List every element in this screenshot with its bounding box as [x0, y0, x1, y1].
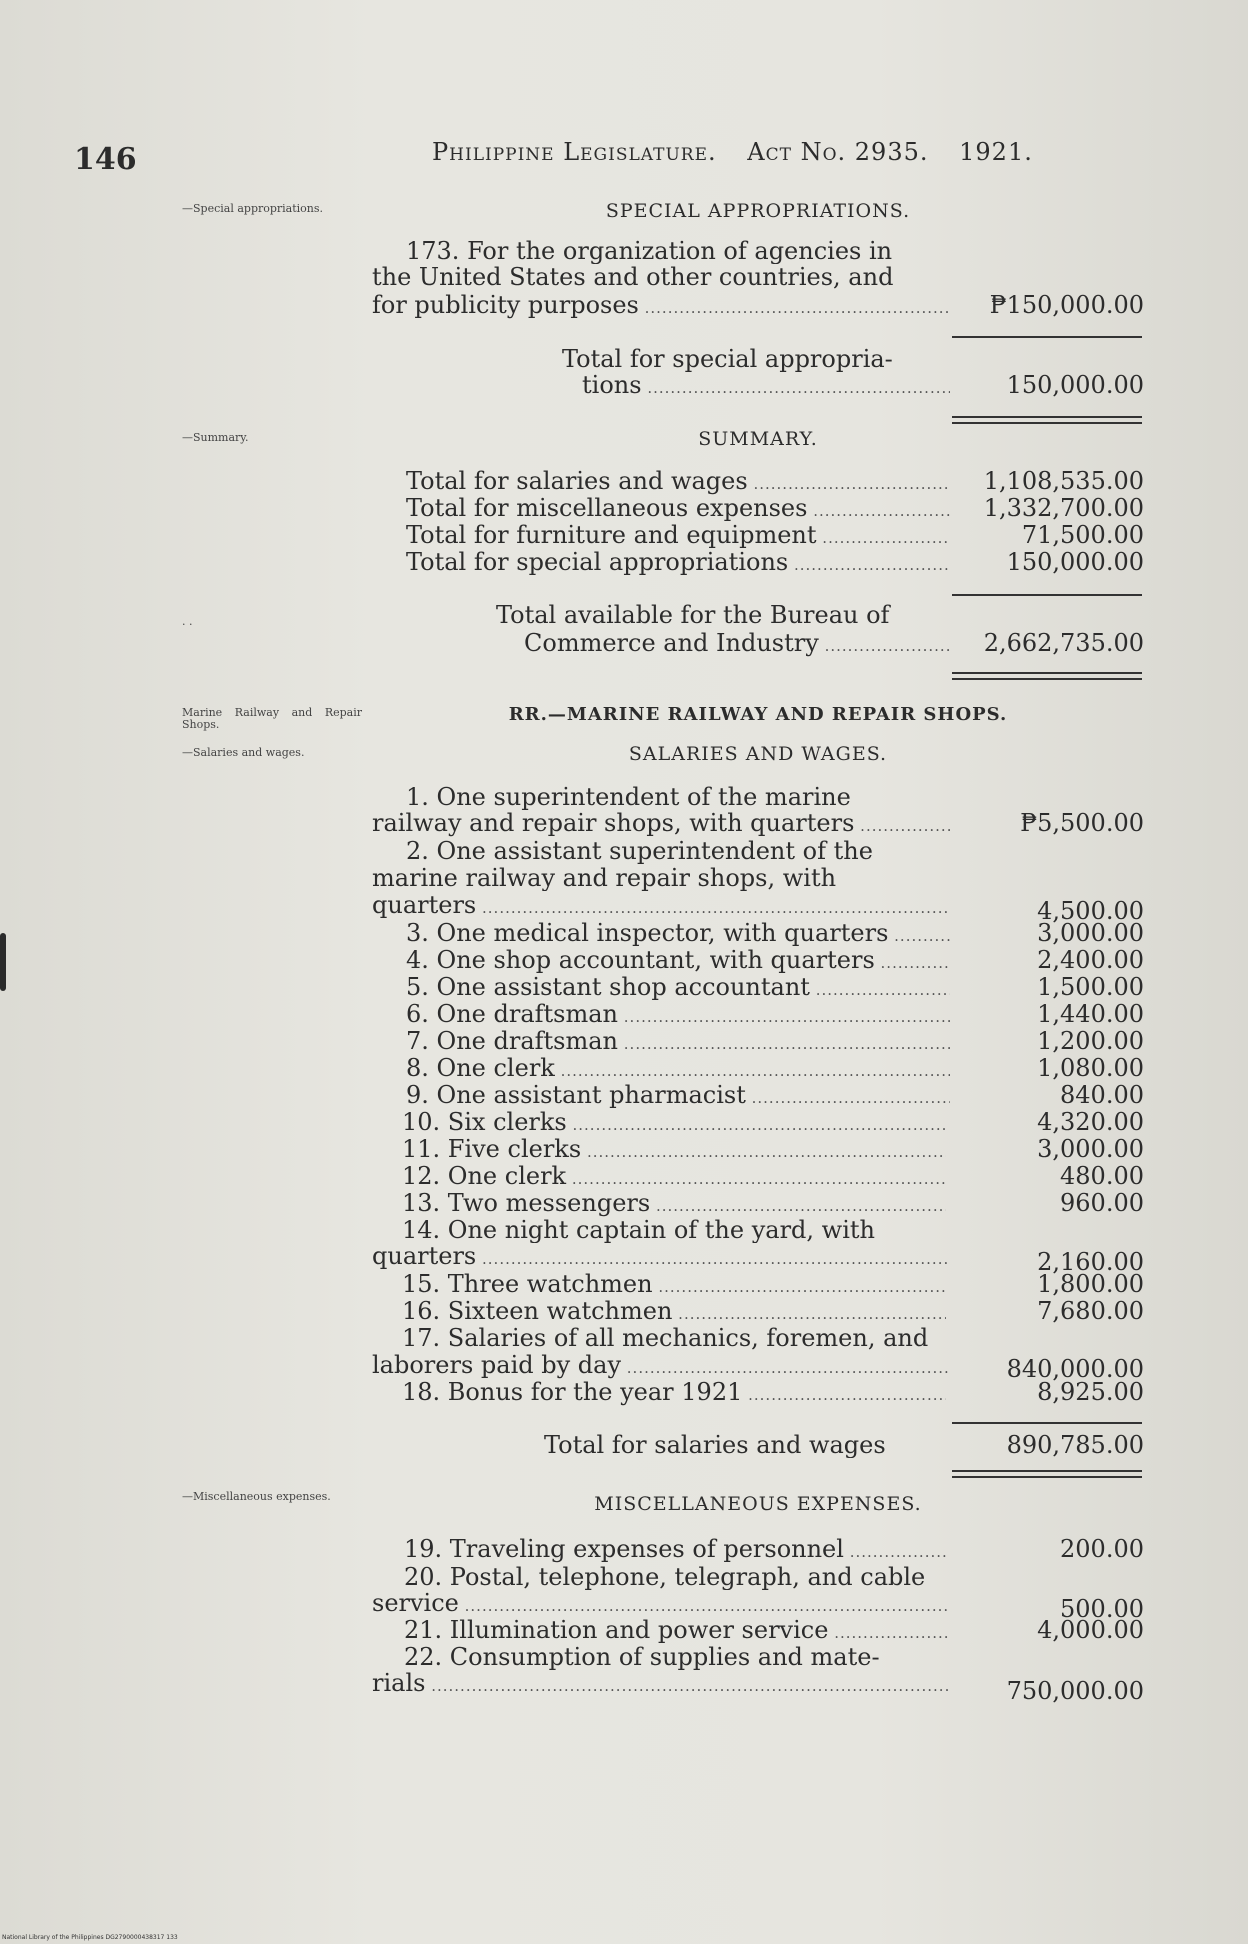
amount: 890,785.00 [1006, 1431, 1144, 1459]
margin-note-salaries: —Salaries and wages. [182, 746, 305, 759]
special-line: 173. For the organization of agencies in [406, 238, 893, 264]
amount: 500.00 [1060, 1595, 1144, 1623]
heading-salaries: SALARIES AND WAGES. [628, 743, 888, 765]
summary-row: Total for miscellaneous expenses ..... 1,332,700.00 [372, 495, 1144, 525]
amount: 2,400.00 [1037, 946, 1144, 974]
salary-line: 15. Three watchmen ..... 1,800.00 [372, 1271, 1144, 1301]
amount: 2,662,735.00 [983, 629, 1144, 657]
amount: 71,500.00 [1021, 521, 1144, 549]
amount: 2,160.00 [1037, 1248, 1144, 1276]
header-act: Act No. 2935. [747, 138, 929, 166]
amount: 480.00 [1060, 1162, 1144, 1190]
summary-row: Total for special appropriations ..... 150,000.00 [372, 549, 1144, 579]
rule [952, 594, 1142, 596]
amount: ₱5,500.00 [1020, 809, 1144, 837]
salary-line: 16. Sixteen watchmen ..... 7,680.00 [372, 1298, 1144, 1328]
header-legislature: Philippine Legislature. [432, 138, 717, 166]
misc-line: rials ..... 750,000.00 [372, 1670, 1144, 1700]
misc-line: 21. Illumination and power service ..... 4,000.00 [372, 1617, 1144, 1647]
salary-line: 8. One clerk ..... 1,080.00 [372, 1055, 1144, 1085]
amount: 3,000.00 [1037, 1135, 1144, 1163]
misc-line: service ..... 500.00 [372, 1590, 1144, 1620]
salary-line: 17. Salaries of all mechanics, foremen, and [402, 1325, 929, 1351]
salary-line: 6. One draftsman ..... 1,440.00 [372, 1001, 1144, 1031]
special-line: for publicity purposes ..... ₱150,000.00 [372, 292, 1144, 322]
amount: 750,000.00 [1006, 1677, 1144, 1705]
salary-line: 2. One assistant superintendent of the [406, 838, 873, 864]
header-year: 1921. [959, 138, 1033, 166]
double-rule [952, 1470, 1142, 1478]
amount: 1,440.00 [1037, 1000, 1144, 1028]
amount: 4,500.00 [1037, 897, 1144, 925]
salary-line: quarters ..... 4,500.00 [372, 892, 1144, 922]
salary-line: 3. One medical inspector, with quarters ..... 3,000.00 [372, 920, 1144, 950]
margin-note-summary: —Summary. [182, 431, 249, 444]
amount: 1,800.00 [1037, 1270, 1144, 1298]
amount: 7,680.00 [1037, 1297, 1144, 1325]
margin-note-dots: . . [182, 615, 193, 628]
amount: ₱150,000.00 [989, 291, 1144, 319]
salary-line: 1. One superintendent of the marine [406, 784, 851, 810]
salary-line: 12. One clerk ..... 480.00 [372, 1163, 1144, 1193]
heading-summary: SUMMARY. [698, 428, 818, 450]
salaries-total: Total for salaries and wages 890,785.00 [544, 1431, 1144, 1459]
amount: 8,925.00 [1037, 1378, 1144, 1406]
margin-note-special: —Special appropriations. [182, 202, 324, 215]
summary-total-line: Commerce and Industry ..... 2,662,735.00 [372, 630, 1144, 660]
salary-line: laborers paid by day ..... 840,000.00 [372, 1352, 1144, 1382]
amount: 1,080.00 [1037, 1054, 1144, 1082]
heading-special: SPECIAL APPROPRIATIONS. [605, 200, 911, 222]
salary-line: quarters ..... 2,160.00 [372, 1243, 1144, 1273]
amount: 1,332,700.00 [983, 494, 1144, 522]
amount: 3,000.00 [1037, 919, 1144, 947]
double-rule [952, 416, 1142, 424]
scan-footer: National Library of the Philippines DG2790000438317 133 [2, 1934, 178, 1941]
salary-line: 18. Bonus for the year 1921 ..... 8,925.00 [372, 1379, 1144, 1409]
amount: 150,000.00 [1006, 371, 1144, 399]
heading-misc: MISCELLANEOUS EXPENSES. [594, 1493, 922, 1515]
amount: 960.00 [1060, 1189, 1144, 1217]
margin-note-marine: Marine Railway and Repair Shops. [182, 706, 362, 731]
double-rule [952, 672, 1142, 680]
heading-marine-railway: RR.—MARINE RAILWAY AND REPAIR SHOPS. [508, 704, 1008, 725]
special-total-line: tions ..... 150,000.00 [372, 372, 1144, 402]
rule [952, 1422, 1142, 1424]
amount: 150,000.00 [1006, 548, 1144, 576]
amount: 840,000.00 [1006, 1355, 1144, 1383]
salary-line: 11. Five clerks ..... 3,000.00 [372, 1136, 1144, 1166]
salary-line: railway and repair shops, with quarters ..... ₱5,500.00 [372, 810, 1144, 840]
salary-line: 10. Six clerks ..... 4,320.00 [372, 1109, 1144, 1139]
running-header [432, 138, 1055, 166]
salary-line: 5. One assistant shop accountant ..... 1,500.00 [372, 974, 1144, 1004]
special-line: the United States and other countries, and [372, 264, 894, 290]
salary-line: 4. One shop accountant, with quarters ..... 2,400.00 [372, 947, 1144, 977]
misc-line: 20. Postal, telephone, telegraph, and cable [404, 1564, 926, 1590]
summary-row: Total for salaries and wages ..... 1,108,535.00 [372, 468, 1144, 498]
misc-line: 19. Traveling expenses of personnel ..... 200.00 [372, 1536, 1144, 1566]
salary-line: 14. One night captain of the yard, with [402, 1217, 875, 1243]
summary-total-line: Total available for the Bureau of [496, 602, 890, 628]
margin-note-misc: —Miscellaneous expenses. [182, 1490, 331, 1503]
salary-line: 7. One draftsman ..... 1,200.00 [372, 1028, 1144, 1058]
amount: 1,200.00 [1037, 1027, 1144, 1055]
special-total-line: Total for special appropria- [562, 346, 893, 372]
salary-line: 9. One assistant pharmacist ..... 840.00 [372, 1082, 1144, 1112]
rule [952, 336, 1142, 338]
amount: 840.00 [1060, 1081, 1144, 1109]
amount: 4,320.00 [1037, 1108, 1144, 1136]
amount: 4,000.00 [1037, 1616, 1144, 1644]
misc-line: 22. Consumption of supplies and mate- [404, 1644, 880, 1670]
amount: 1,500.00 [1037, 973, 1144, 1001]
amount: 1,108,535.00 [983, 467, 1144, 495]
scan-edge-mark [0, 933, 6, 991]
page-number: 146 [74, 142, 137, 177]
amount: 200.00 [1060, 1535, 1144, 1563]
summary-row: Total for furniture and equipment ..... 71,500.00 [372, 522, 1144, 552]
salary-line: marine railway and repair shops, with [372, 865, 837, 891]
salary-line: 13. Two messengers ..... 960.00 [372, 1190, 1144, 1220]
